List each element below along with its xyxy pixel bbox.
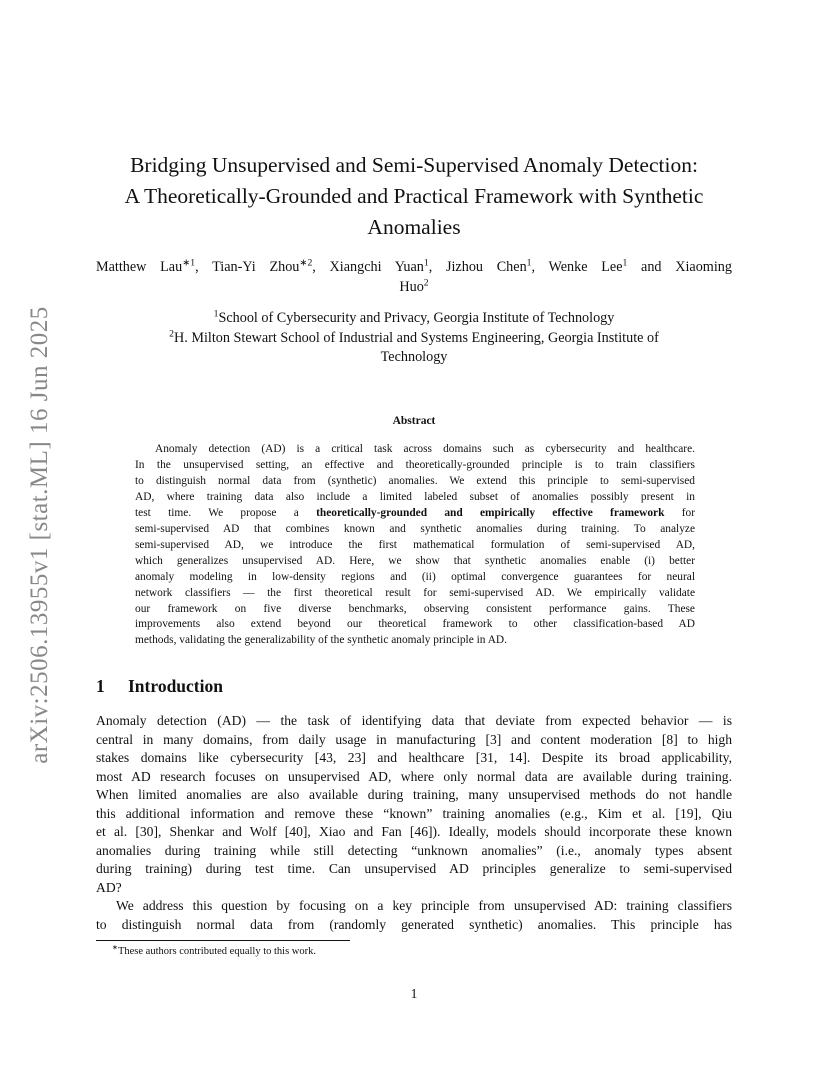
- author-line-1: [96, 257, 732, 277]
- body-line: anomalies during training while still detecting “unknown anomalies” (i.e., anomaly types absent: [96, 842, 732, 858]
- abstract-line: [135, 506, 695, 522]
- title-line: Bridging Unsupervised and Semi-Supervised Anomaly Detection:: [130, 153, 698, 177]
- paper-title: [90, 150, 738, 243]
- author-affiliation-mark: ∗2: [299, 257, 313, 269]
- author-affiliation-mark: ∗1: [182, 257, 196, 269]
- author-name: and Xiaoming: [627, 259, 732, 275]
- abstract-line: In the unsupervised setting, an effective and theoretically-grounded principle is to train classifiers: [135, 458, 695, 471]
- title-line: Anomalies: [367, 215, 461, 239]
- author-name: , Jizhou Chen: [428, 259, 527, 275]
- abstract-line: our framework on five diverse benchmarks, observing consistent performance gains. These: [135, 602, 695, 615]
- body-line: AD?: [96, 879, 122, 895]
- page-number: 1: [410, 986, 418, 1001]
- affiliation-1: [96, 309, 732, 329]
- abstract-body: [135, 442, 695, 649]
- author-affiliation-mark: 1: [622, 257, 628, 269]
- affiliation-mark: 1: [213, 308, 219, 320]
- body-line: central in many domains, from daily usage in manufacturing [3] and content moderation [8] to high: [96, 731, 732, 747]
- footnote-rule: [96, 940, 350, 941]
- footnote-text: These authors contributed equally to this work.: [117, 946, 316, 957]
- author-name: , Xiangchi Yuan: [312, 259, 424, 275]
- affiliation-text: School of Cybersecurity and Privacy, Georgia Institute of Technology: [218, 310, 615, 326]
- section-number: 1: [96, 676, 105, 696]
- abstract-line: AD, where training data also include a limited labeled subset of anomalies possibly present in: [135, 490, 695, 503]
- affiliation-mark: 2: [169, 327, 174, 339]
- body-line: to distinguish normal data from (randomly generated synthetic) anomalies. This principle has: [96, 916, 732, 932]
- footnote: [112, 943, 316, 957]
- affiliations: [96, 309, 732, 368]
- body-line: during training) during test time. Can unsupervised AD principles generalize to semi-supervised: [96, 861, 732, 876]
- author-name: , Tian-Yi Zhou: [195, 259, 300, 275]
- abstract-line: anomaly modeling in low-density regions and (ii) optimal convergence guarantees for neural: [135, 570, 695, 583]
- abstract-line: which generalizes unsupervised AD. Here, we show that synthetic anomalies enable (i) better: [135, 554, 695, 567]
- arxiv-identifier-stamp: [20, 290, 60, 780]
- body-line: Anomaly detection (AD) — the task of identifying data that deviate from expected behavior — is: [96, 713, 732, 728]
- body-line: stakes domains like cybersecurity [43, 23] and healthcare [31, 14]. Despite its broad applicability,: [96, 750, 732, 765]
- author-list: [96, 257, 732, 297]
- body-line: We address this question by focusing on a key principle from unsupervised AD: training classifiers: [116, 898, 732, 913]
- footnote-mark: ∗: [112, 943, 118, 952]
- abstract-text: for: [664, 506, 695, 519]
- body-line: et al. [30], Shenkar and Wolf [40], Xiao and Fan [46]). Ideally, models should incorporate these known: [96, 824, 732, 839]
- affiliation-2-continued: Technology: [380, 349, 448, 365]
- abstract-line: semi-supervised AD that combines known and synthetic anomalies during training. To analyze: [135, 522, 695, 535]
- abstract-line: semi-supervised AD, we introduce the first mathematical formulation of semi-supervised AD,: [135, 538, 695, 551]
- author-affiliation-mark: 2: [423, 277, 429, 289]
- author-name: Matthew Lau: [96, 259, 183, 275]
- author-affiliation-mark: 1: [526, 257, 532, 269]
- body-line: When limited anomalies are also available during training, many unsupervised methods do not handle: [96, 787, 732, 802]
- abstract-emphasis: theoretically-grounded and empirically effective framework: [316, 506, 665, 519]
- affiliation-2: [96, 329, 732, 349]
- author-line-2: [96, 277, 732, 297]
- section-title: Introduction: [128, 676, 223, 696]
- body-line: most AD research focuses on unsupervised AD, where only normal data are available during training.: [96, 768, 732, 784]
- abstract-text: test time. We propose a: [135, 506, 317, 519]
- abstract-line: to distinguish normal data from (synthetic) anomalies. We extend this principle to semi-supervised: [135, 474, 695, 487]
- author-name: Huo: [399, 279, 424, 295]
- affiliation-text: H. Milton Stewart School of Industrial and Systems Engineering, Georgia Institute of: [174, 329, 659, 346]
- section-heading: [96, 676, 223, 697]
- introduction-body: [96, 712, 732, 934]
- abstract-line: network classifiers — the first theoretical result for semi-supervised AD. We empirically validate: [135, 586, 695, 599]
- body-line: this additional information and remove these “known” training anomalies (e.g., Kim et al. [19], Qiu: [96, 805, 732, 821]
- abstract-heading: Abstract: [392, 415, 436, 427]
- title-line: A Theoretically-Grounded and Practical Framework with Synthetic: [124, 184, 704, 208]
- abstract-line: methods, validating the generalizability of the synthetic anomaly principle in AD.: [135, 634, 507, 647]
- author-name: , Wenke Lee: [531, 259, 623, 275]
- abstract-line: Anomaly detection (AD) is a critical task across domains such as cybersecurity and healthcare.: [155, 443, 695, 455]
- arxiv-identifier-text: arXiv:2506.13955v1 [stat.ML] 16 Jun 2025: [26, 306, 53, 764]
- abstract-line: improvements also extend beyond our theoretical framework to other classification-based AD: [135, 618, 695, 631]
- author-affiliation-mark: 1: [423, 257, 429, 269]
